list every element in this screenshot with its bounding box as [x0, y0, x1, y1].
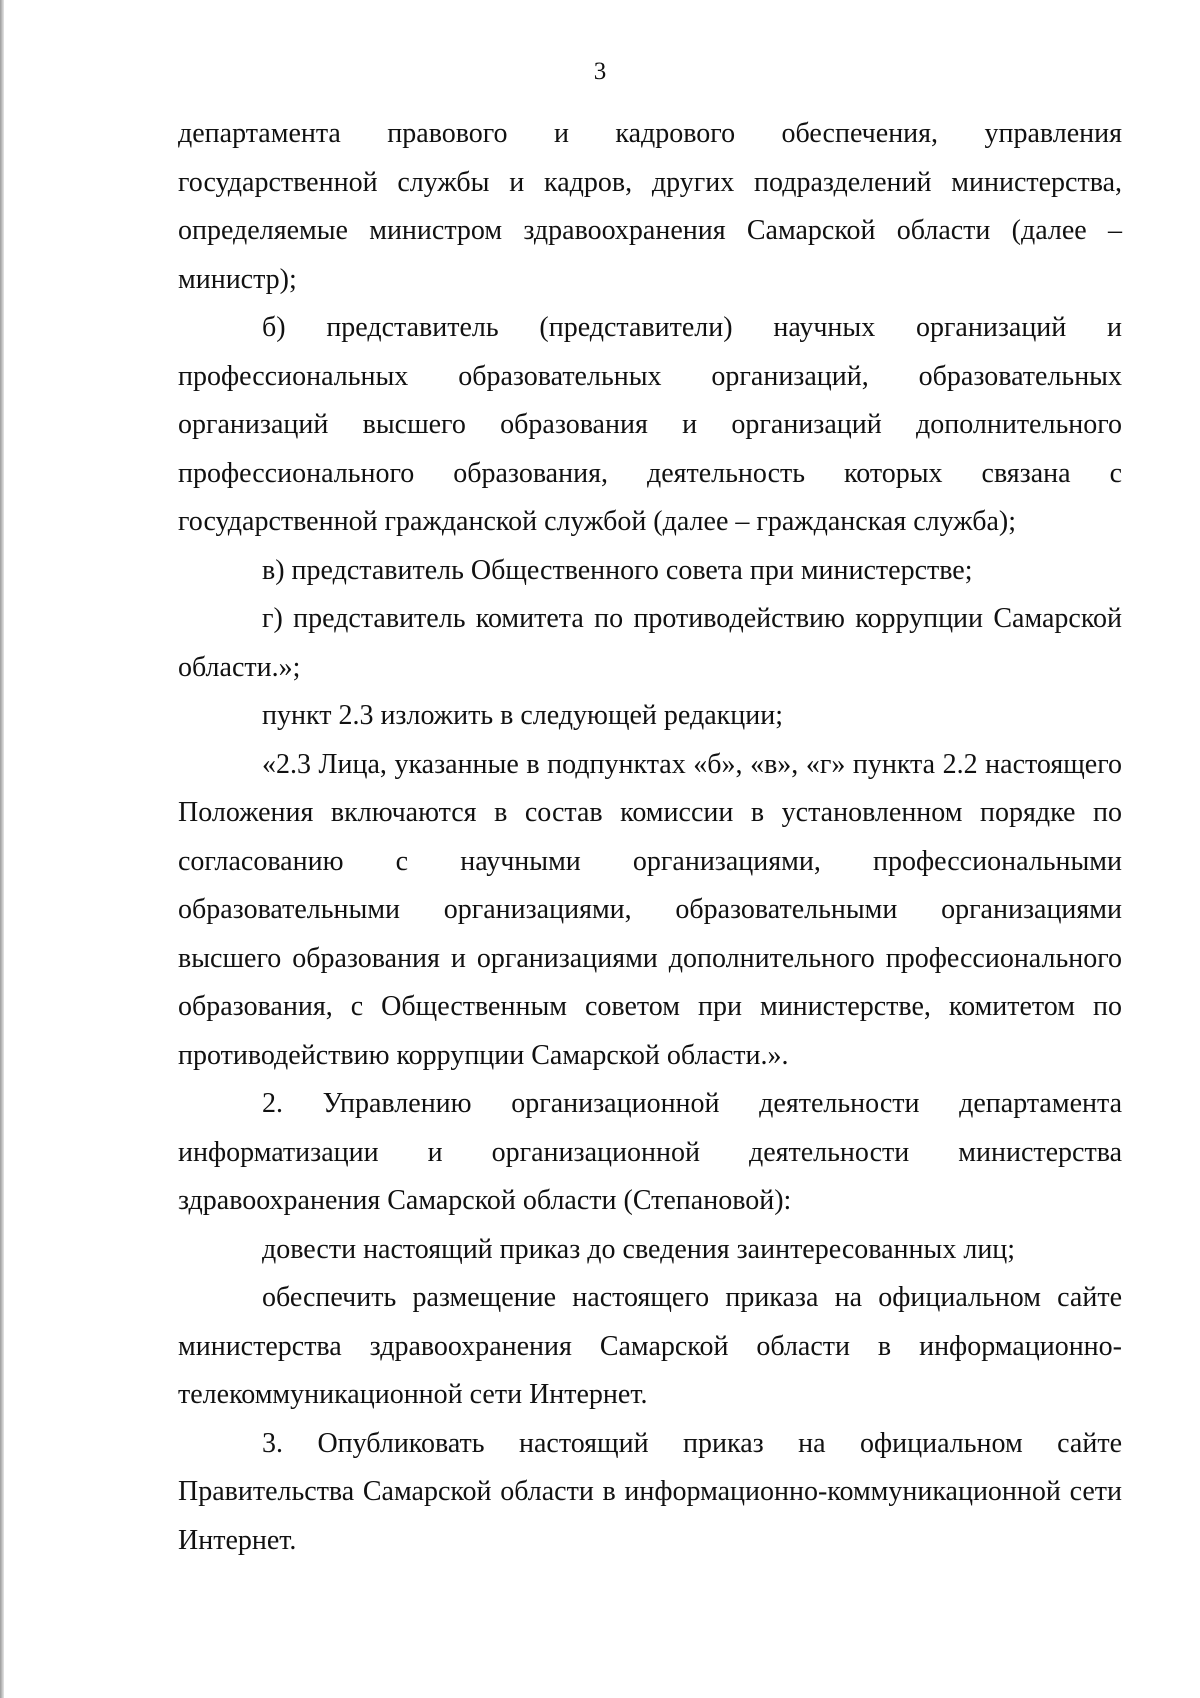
paragraph-clause-2-task-1: довести настоящий приказ до сведения заинтересованных лиц;: [262, 1233, 1016, 1265]
paragraph-clause-2-task-2: обеспечить размещение настоящего приказа на официальном сайте министерства здравоохранения Самарской области в информационно-телекоммуникационной сети Интернет.: [178, 1282, 1122, 1410]
paragraph-point-2-3-text: «2.3 Лица, указанные в подпунктах «б», «в», «г» пункта 2.2 настоящего Положения включаются в состав комиссии в установленном порядке по согласованию с научными организациями, профессиональными образовательными организациями, образовательными организациями высшего образования и организациями дополнительного профессионального образования, с Общественным советом при министерстве, комитетом по противодействию коррупции Самарской области.».: [178, 748, 1122, 1071]
paragraph-clause-3: 3. Опубликовать настоящий приказ на официальном сайте Правительства Самарской области в информационно-коммуникационной сети Интернет.: [178, 1427, 1122, 1556]
paragraph-item-b: б) представитель (представители) научных организаций и профессиональных образовательных организаций, образовательных организаций высшего образования и организаций дополнительного профессионального образования, деятельность которых связана с государственной гражданской службой (далее – гражданская служба);: [178, 312, 1122, 537]
scan-edge-shadow: [0, 0, 4, 1698]
document-body: [178, 110, 1122, 1565]
paragraph-clause-2: 2. Управлению организационной деятельности департамента информатизации и организационной деятельности министерства здравоохранения Самарской области (Степановой):: [178, 1088, 1122, 1216]
paragraph-continuation: департамента правового и кадрового обеспечения, управления государственной службы и кадров, других подразделений министерства, определяемые министром здравоохранения Самарской области (далее – министр);: [178, 118, 1122, 295]
page-number: 3: [593, 58, 607, 85]
paragraph-item-g: г) представитель комитета по противодействию коррупции Самарской области.»;: [178, 603, 1122, 683]
paragraph-item-v: в) представитель Общественного совета при министерстве;: [262, 554, 973, 586]
paragraph-point-2-3-intro: пункт 2.3 изложить в следующей редакции;: [262, 700, 783, 731]
